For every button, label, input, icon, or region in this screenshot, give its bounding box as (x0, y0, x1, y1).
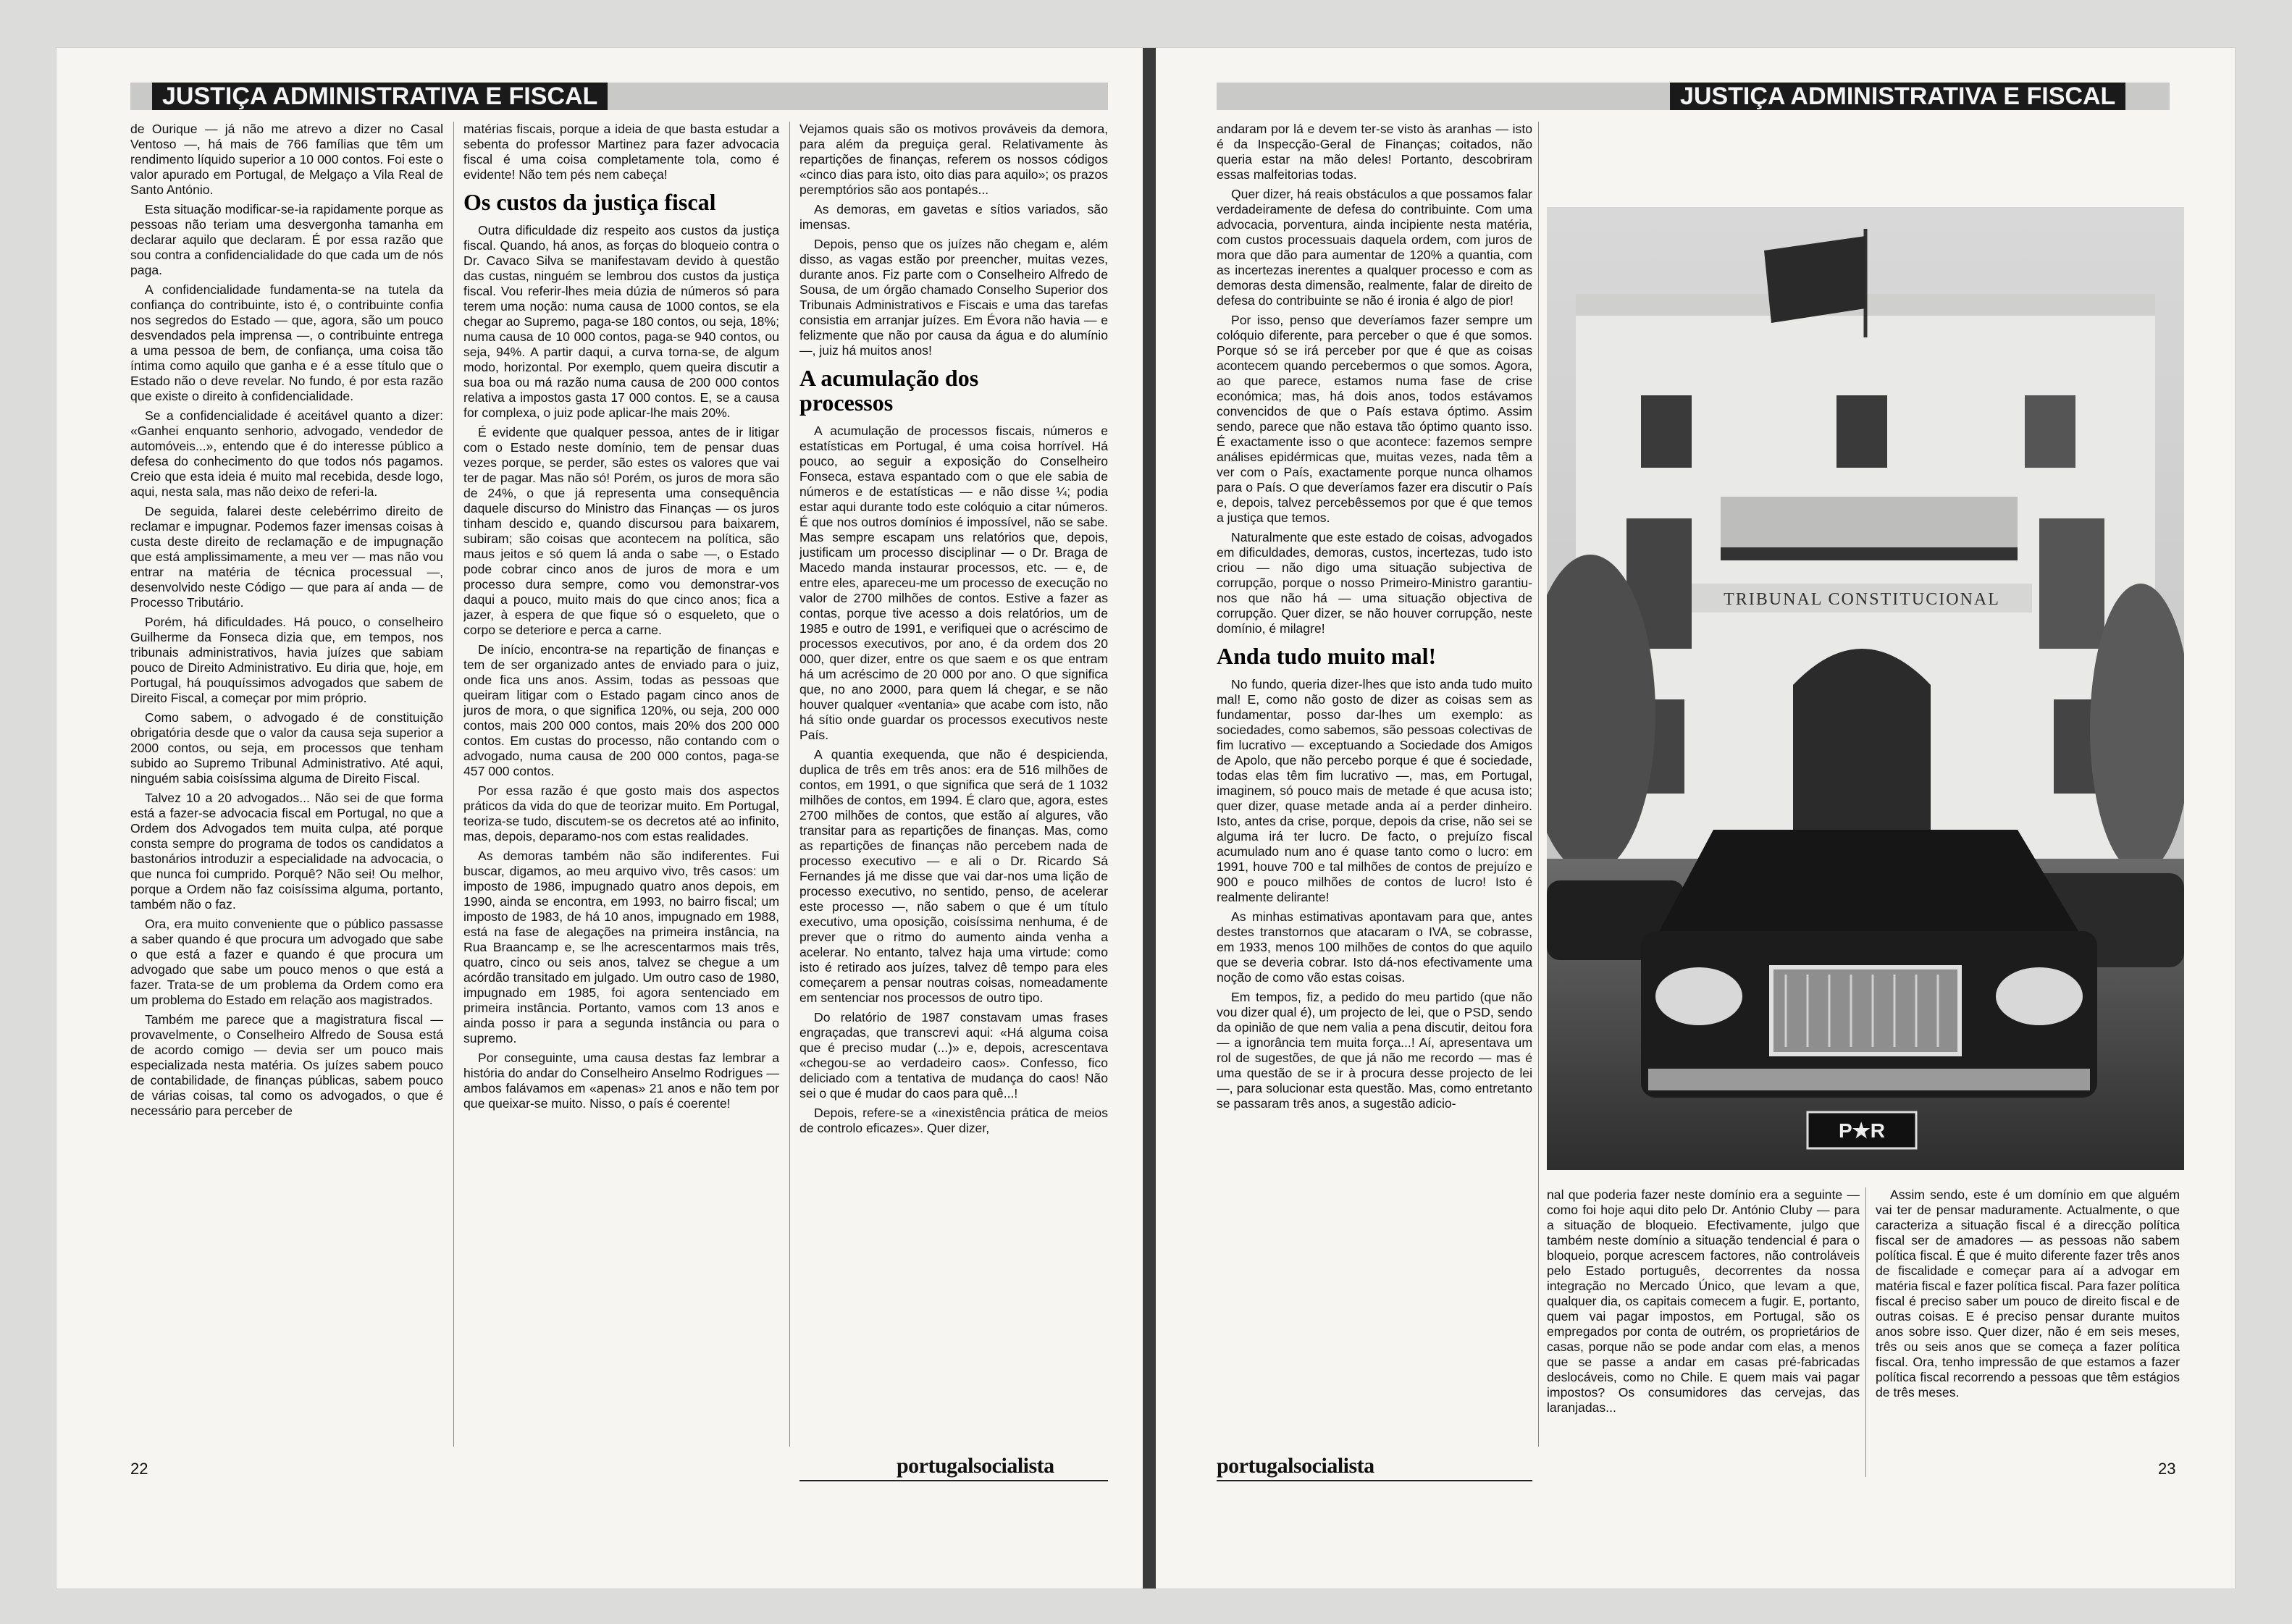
paragraph: Esta situação modificar-se-ia rapidamente porque as pessoas não teriam uma desvergonha tamanha em declarar aquilo que declaram. É por essa razão que sou contra a confidencialidade do que cada um de nós paga. (130, 202, 443, 277)
publication-logo-right: portugalsocialista (1217, 1454, 1374, 1478)
subheading-acumulacao: A acumulação dos processos (799, 365, 979, 416)
paragraph: De seguida, falarei deste celebérrimo direito de reclamar e impugnar. Podemos fazer imensas coisas à custa deste direito de reclamação e de impugnação que está amplissimamente, a meu ver — mas não vou entrar na matéria de técnica processual —, desenvolvido neste Código — que para aí anda — de Processo Tributário. (130, 504, 443, 610)
paragraph: Naturalmente que este estado de coisas, advogados em dificuldades, demoras, custos, incertezas, tudo isto criou — não digo uma situação subjectiva de corrupção, porque o nosso Primeiro-Ministro garantiu-nos que não há — uma situação objectiva de corrupção. Quer dizer, se não houver corrupção, neste domínio, é milagre! (1217, 530, 1532, 636)
paragraph: As demoras, em gavetas e sítios variados, são imensas. (799, 202, 1108, 232)
license-plate: P★R (1839, 1119, 1885, 1142)
right-page-number: 23 (2158, 1460, 2176, 1478)
paragraph: As demoras também não são indiferentes. Fui buscar, digamos, ao meu arquivo vivo, três casos: um imposto de 1986, impugnado quatro anos depois, em 1990, ainda se encontra, em 1993, no bairro fiscal; um imposto de 1983, de há 10 anos, impugnado em 1988, está na fase de alegações na primeira instância, na Rua Braancamp e, se lhe acrescentarmos mais três, quatro, cinco ou seis anos, talvez se chegue a um acórdão transitado em julgado. Um outro caso de 1980, impugnado em 1985, foi agora sentenciado em primeira instância. Portanto, vamos com 13 anos e ainda posso ir para a segunda instância ou para o supremo. (463, 849, 779, 1045)
paragraph: matérias fiscais, porque a ideia de que basta estudar a sebenta do professor Martinez para fazer advocacia fiscal é uma coisa completamente tola, como é evidente! Não tem pés nem cabeça! (463, 122, 779, 182)
paragraph: Depois, penso que os juízes não chegam e, além disso, as vagas estão por preencher, muitas vezes, durante anos. Fiz parte com o Conselheiro Alfredo de Sousa, de um órgão chamado Conselho Superior dos Tribunais Administrativos e Fiscais e uma das tarefas consistia em arranjar juízes. Em Évora não havia — e felizmente que não por causa da água e do alumínio —, juiz há muitos anos! (799, 237, 1108, 358)
paragraph: Vejamos quais são os motivos prováveis da demora, para além da preguiça geral. Relativamente às repartições de finanças, referem os nossos códigos «cinco dias para isto, oito dias para aquilo»; os prazos peremptórios são aos pontapés... (799, 122, 1108, 197)
paragraph: Outra dificuldade diz respeito aos custos da justiça fiscal. Quando, há anos, as forças do bloqueio contra o Dr. Cavaco Silva se manifestavam devido à questão das custas, ninguém se lembrou dos custos da justiça fiscal. Vou referir-lhes meia dúzia de números só para terem uma noção: numa causa de 1000 contos, se ela chegar ao Supremo, paga-se 180 contos, ou seja, 18%; numa causa de 10 000 contos, paga-se 940 contos, ou seja, 94%. A partir daqui, a curva torna-se, de algum modo, horizontal. Por exemplo, quem queira discutir a sua boa ou má razão numa causa de 200 000 contos relativa a impostos gasta 17 000 contos. E, se a causa for complexa, o juiz pode aplicar-lhe mais 20%. (463, 223, 779, 420)
subheading-custos: Os custos da justiça fiscal (463, 189, 716, 215)
left-section-banner: JUSTIÇA ADMINISTRATIVA E FISCAL (152, 83, 608, 110)
paragraph: Por conseguinte, uma causa destas faz lembrar a história do andar do Conselheiro Anselmo Rodrigues — ambos falávamos em «apenas» 21 anos e não tem por que queixar-se muito. Nisso, o país é coerente! (463, 1051, 779, 1111)
magazine-spine (1143, 48, 1156, 1589)
paragraph: A acumulação de processos fiscais, números e estatísticas em Portugal, é uma coisa horrível. Há pouco, ao seguir a exposição do Conselheiro Fonseca, estava espantado com o que ele sabia de números e de estatísticas — e não disse ¼; podia estar aqui durante todo este colóquio a citar números. É que nos outros domínios é impossível, não se sabe. Mas sempre escapam uns relatórios que, depois, justificam um processo disciplinar — o Dr. Braga de Macedo manda instaurar processos, etc. — e, de entre eles, apareceu-me um processo de execução no valor de 2700 milhões de contos. Estive a fazer as contas, porque tive acesso a dois relatórios, um de 1985 e outro de 1991, e verifiquei que o acréscimo de processos executivos, por ano, é da ordem dos 20 000, quer dizer, entre os que saem e os que entram há um acréscimo de 20 000 por ano. O que significa que, no ano 2000, para quem lá chegar, e se não houver qualquer «ventania» que acabe com isto, não há sítio onde guardar os processos executivos neste País. (799, 424, 1108, 742)
subheading-anda-tudo: Anda tudo muito mal! (1217, 643, 1437, 669)
paragraph: Ora, era muito conveniente que o público passasse a saber quando é que procura um advogado que sabe o que está a fazer e quando é que procura um advogado que sabe um pouco menos o que está a fazer. Trata-se de um problema da Ordem como era um problema do Estado em relação aos magistrados. (130, 917, 443, 1007)
right-column-3 (1876, 1187, 2180, 1477)
paragraph: Assim sendo, este é um domínio em que alguém vai ter de pensar maduramente. Actualmente, o que caracteriza a situação fiscal é a direcção política fiscal ser de amadores — as pessoas não sabem política fiscal. É que é muito diferente fazer três anos de fiscalidade e começar para aí a advogar em matéria fiscal e fazer política fiscal. Para fazer política fiscal é preciso saber um pouco de direito fiscal e de outras coisas. E é preciso pensar durante muitos anos sobre isso. Quer dizer, não é em seis meses, três ou seis anos que se começa a fazer política fiscal. Ora, tenho impressão de que estamos a fazer política fiscal recorrendo a pessoas que têm estágios de três meses. (1876, 1187, 2180, 1400)
tribunal-building-photo (1547, 207, 2184, 1170)
paragraph: Depois, refere-se a «inexistência prática de meios de controlo eficazes». Quer dizer, (799, 1106, 1108, 1135)
paragraph: Se a confidencialidade é aceitável quanto a dizer: «Ganhei enquanto senhorio, advogado, vendedor de automóveis...», entendo que é do interesse público a defesa do conhecimento do que todos nós pagamos. Creio que esta ideia é muito mal recebida, desde logo, aqui, nesta sala, mas não deixo de referi-la. (130, 408, 443, 499)
paragraph: Porém, há dificuldades. Há pouco, o conselheiro Guilherme da Fonseca dizia que, em tempos, nos tribunais administrativos, havia juízes que sabiam pouco de Direito Administrativo. Eu diria que, hoje, em Portugal, há pouquíssimos advogados que sabem de Direito Fiscal, a começar por mim próprio. (130, 615, 443, 705)
left-page-number: 22 (130, 1460, 148, 1478)
paragraph: No fundo, queria dizer-lhes que isto anda tudo muito mal! E, como não gosto de dizer as coisas sem as fundamentar, posso dar-lhes um exemplo: as sociedades, como sabemos, são pessoas colectivas de fim lucrativo — exceptuando a Sociedade dos Amigos de Apolo, que não percebo porque é que é sociedade, todas elas têm fim lucrativo —, mas, em Portugal, imaginem, só pouco mais de metade é que acusa isto; quer dizer, quase metade anda aí a perder dinheiro. Isto, antes da crise, porque, depois da crise, não sei se alguma irá ter lucro. De facto, o prejuízo fiscal acumulado num ano é quase tanto como o lucro: em 1991, houve 700 e tal milhões de contos de prejuízo e 900 e pouco milhões de contos de lucro! Isto é realmente delirante! (1217, 677, 1532, 904)
column-divider (1538, 122, 1539, 1447)
paragraph: de Ourique — já não me atrevo a dizer no Casal Ventoso —, há mais de 766 famílias que têm um rendimento líquido superior a 10 000 contos. Foi este o valor apurado em Portugal, de Melgaço a Vila Real de Santo António. (130, 122, 443, 197)
left-column-2 (463, 122, 779, 1447)
paragraph: Por essa razão é que gosto mais dos aspectos práticos da vida do que de teorizar muito. Em Portugal, teoriza-se tudo, discutem-se os decretos até ao infinito, mas, depois, deparamo-nos com estas realidades. (463, 783, 779, 843)
footer-rule (1217, 1480, 1532, 1481)
paragraph: Do relatório de 1987 constavam umas frases engraçadas, que transcrevi aqui: «Há alguma coisa que é preciso mudar (...)» e, depois, acrescentava «chegou-se ao verdadeiro caos». Confesso, fico deliciado com a tentativa de mudança do caos! Não sei o que é mudar do caos para quê...! (799, 1010, 1108, 1101)
photo-illustration (1547, 207, 2184, 1170)
paragraph: De início, encontra-se na repartição de finanças e tem de ser organizado antes de enviado para o juiz, onde fica uns anos. Assim, todas as pessoas que queiram litigar com o Estado pagam cinco anos de juros de mora, o que significa 120%, ou seja, 200 000 contos, mais 200 000 contos, mais 20% dos 200 000 contos. Em custas do processo, não contando com o advogado, numa causa de 200 000 contos, paga-se 457 000 contos. (463, 642, 779, 778)
left-column-3 (799, 122, 1108, 1410)
paragraph: nal que poderia fazer neste domínio era a seguinte — como foi hoje aqui dito pelo Dr. António Cluby — para a situação de bloqueio. Efectivamente, julgo que também neste domínio a situação tendencial é para o bloqueio, porque acrescem factores, não controláveis pelo Estado português, decorrentes da nossa integração no Mercado Único, que levam a que, qualquer dia, os capitais comecem a fugir. E, portanto, quem vai pagar impostos, em Portugal, são os empregados por conta de outrém, os proprietários de casas, porque não se pode andar com elas, a menos que se passe a andar em casas pré-fabricadas deslocáveis, como no Chile. E quem mais vai pagar impostos? Os consumidores das cervejas, das laranjadas... (1547, 1187, 1860, 1415)
paragraph: É evidente que qualquer pessoa, antes de ir litigar com o Estado neste domínio, tem de pensar duas vezes porque, se perder, são estes os valores que vai ter de pagar. Mas não só! Porém, os juros de mora são de 24%, o que já representa uma consequência daquele discurso do Ministro das Finanças — os juros tinham descido e, quando discursou para baixarem, subiram; são coisas que acontecem na política, são maus jeitos e só quem lá anda o sabe —, o Estado pode cobrar cinco anos de juros de mora e um processo dura sempre, como vou demonstrar-vos daqui a pouco, muito mais do que cinco anos; fica a jazer, à espera de que fique só o esqueleto, que o corpo se deteriore e perca a carne. (463, 425, 779, 637)
paragraph: Também me parece que a magistratura fiscal — provavelmente, o Conselheiro Alfredo de Sousa está de acordo comigo — devia ser um pouco mais especializada nesta matéria. Os juízes sabem pouco de contabilidade, de finanças públicas, sabem pouco de várias coisas, tal como os advogados, o que é necessário para perceber de (130, 1012, 443, 1118)
column-divider (789, 122, 790, 1447)
paragraph: Talvez 10 a 20 advogados... Não sei de que forma está a fazer-se advocacia fiscal em Portugal, no que a Ordem dos Advogados tem muita culpa, até porque consta sempre do programa de todos os candidatos a bastonários introduzir a especialidade na advocacia, o que nunca foi cumprido. Porquê? Não sei! Ou melhor, porque a Ordem não faz coisíssima alguma, portanto, também não o faz. (130, 791, 443, 912)
left-column-1 (130, 122, 443, 1447)
paragraph: Por isso, penso que deveríamos fazer sempre um colóquio diferente, para perceber o que é que somos. Porque só se irá perceber por que é que as coisas acontecem quando percebermos o que somos. Agora, ao que parece, estamos numa fase de crise económica; mas, há dois anos, todos estávamos convencidos de que o País estava óptimo. Assim sendo, parece que não estava tão óptimo quanto isso. É exactamente isso o que acontece: fazemos sempre análises epidérmicas que, muitas vezes, nada têm a ver com o País, exactamente porque nunca olhamos para o País. O que deveríamos fazer era discutir o País e, depois, talvez percebêssemos por que é que temos a justiça que temos. (1217, 313, 1532, 525)
footer-rule (799, 1480, 1108, 1481)
paragraph: Em tempos, fiz, a pedido do meu partido (que não vou dizer qual é), um projecto de lei, que o PSD, sendo da opinião de que nem valia a pena discutir, deitou fora — a ignorância tem muita força...! Aí, apresentava um rol de sugestões, de que já não me recordo — mas é uma questão de se ir à procura desse projecto de lei —, para solucionar esta questão. Mas, como entretanto se passaram três anos, a sugestão adicio- (1217, 990, 1532, 1111)
paragraph: Quer dizer, há reais obstáculos a que possamos falar verdadeiramente de defesa do contribuinte. Com uma advocacia, porventura, ainda incipiente nesta matéria, com custos processuais daquela ordem, com juros de mora que dão para aumentar de 120% a quantia, com as incertezas inerentes a qualquer processo e com as demoras desta dimensão, realmente, falar de direito de defesa do contribuinte se não é ironia é algo de pior! (1217, 187, 1532, 308)
column-divider (1865, 1187, 1866, 1477)
publication-logo: portugalsocialista (897, 1454, 1054, 1478)
right-column-2 (1547, 1187, 1860, 1477)
right-column-1 (1217, 122, 1532, 1173)
paragraph: Como sabem, o advogado é de constituição obrigatória desde que o valor da causa seja superior a 2000 contos, ou seja, em processos que tenham subido ao Supremo Tribunal Administrativo. Até aqui, ninguém sabia coisíssima alguma de Direito Fiscal. (130, 710, 443, 786)
right-section-banner: JUSTIÇA ADMINISTRATIVA E FISCAL (1670, 83, 2125, 110)
paragraph: A quantia exequenda, que não é despicienda, duplica de três em três anos: era de 516 milhões de contos, em 1991, o que significa que será de 1 1032 milhões de contos, em 1994. É claro que, agora, estes 2700 milhões de contos, que estão aí algures, vão transitar para as repartições de finanças. Mas, como as repartições de finanças não percebem nada de processo executivo — e ali o Dr. Ricardo Sá Fernandes já me disse que vai dar-nos uma lição de processo executivo, no sentido, penso, de acelerar este processo —, não sabem o que é um título executivo, uma oposição, coisíssima nenhuma, é de prever que o ritmo do aumento ainda venha a acelerar. No entanto, talvez haja uma virtude: como isto é retirado aos juízes, talvez dê tempo para eles começarem a pensar noutras coisas, nomeadamente em sentenciar nos processos de outro tipo. (799, 747, 1108, 1005)
paragraph: As minhas estimativas apontavam para que, antes destes transtornos que atacaram o IVA, se cobrasse, em 1933, menos 100 milhões de contos do que aquilo que se deveria cobrar. Isto dá-nos efectivamente uma noção de como vão estas coisas. (1217, 909, 1532, 985)
paragraph: andaram por lá e devem ter-se visto às aranhas — isto é da Inspecção-Geral de Finanças; coitados, não queria estar na mão deles! Portanto, descobriram essas malfeitorias todas. (1217, 122, 1532, 182)
building-inscription: TRIBUNAL CONSTITUCIONAL (1724, 590, 2000, 609)
column-divider (453, 122, 454, 1447)
paragraph: A confidencialidade fundamenta-se na tutela da confiança do contribuinte, isto é, o contribuinte confia nos segredos do Estado — que, agora, são um pouco desvendados pela imprensa —, o contribuinte entrega a uma pessoa de bem, de confiança, uma coisa tão íntima como aquilo que ganha e é a esse título que o Estado não o deve revelar. No fundo, é por esta razão que existe o direito à confidencialidade. (130, 282, 443, 403)
